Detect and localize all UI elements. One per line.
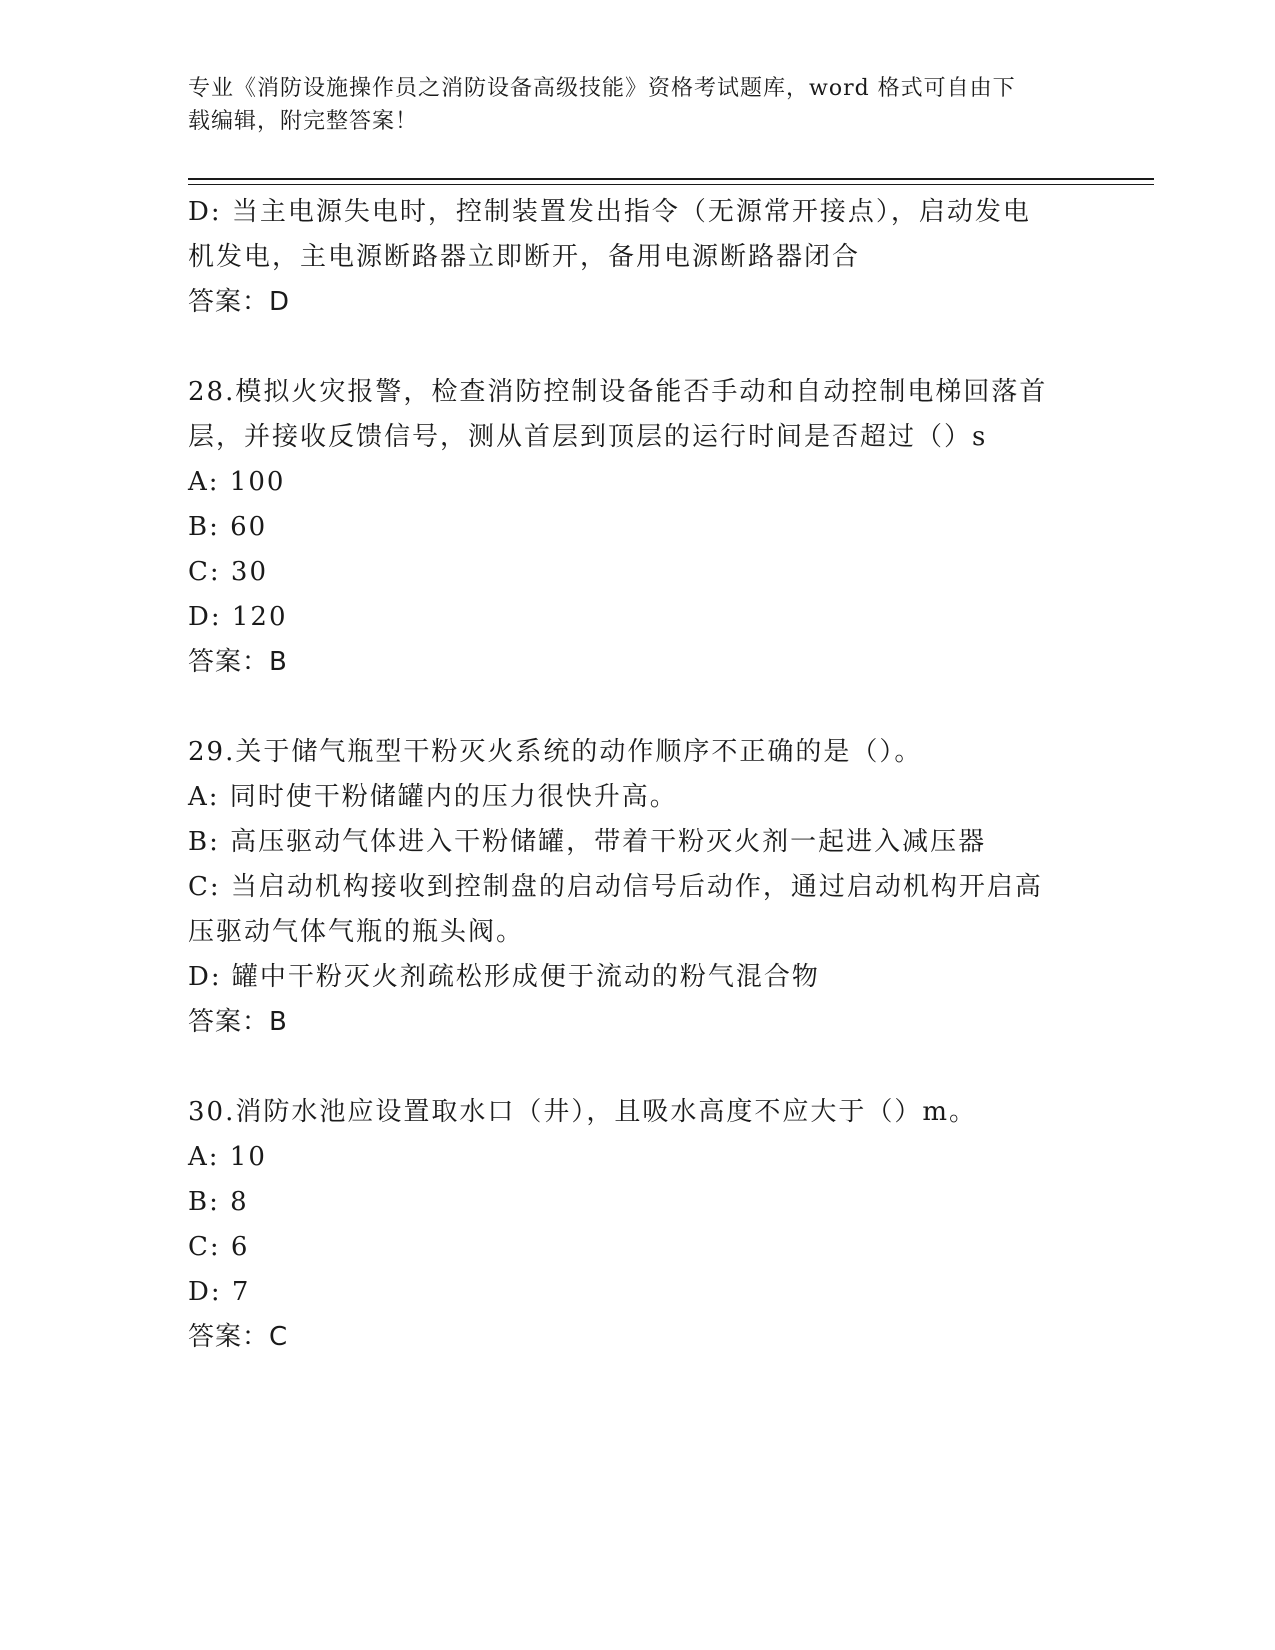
header-rule-thick [188,178,1154,180]
q30-option-c: C: 6 [188,1232,250,1262]
q28-option-c: C: 30 [188,557,269,587]
header-line-2: 载编辑，附完整答案！ [188,109,419,134]
q27-option-d-line-1: D: 当主电源失电时，控制装置发出指令（无源常开接点），启动发电 [188,197,1031,227]
q30-option-d: D: 7 [188,1277,251,1307]
header-line-1: 专业《消防设施操作员之消防设备高级技能》资格考试题库，word 格式可自由下 [188,76,1016,101]
q29-option-d: D: 罐中干粉灭火剂疏松形成便于流动的粉气混合物 [188,962,820,992]
q27-option-d-line-2: 机发电，主电源断路器立即断开，备用电源断路器闭合 [188,242,861,272]
q27-answer: 答案：D [188,287,291,317]
q29-option-b: B: 高压驱动气体进入干粉储罐，带着干粉灭火剂一起进入减压器 [188,827,987,857]
q28-stem-line-1: 28.模拟火灾报警，检查消防控制设备能否手动和自动控制电梯回落首 [188,377,1048,407]
question-27 [188,190,1088,325]
header-rule-thin [188,184,1154,185]
spacer [188,1045,1088,1090]
q30-option-b: B: 8 [188,1187,249,1217]
question-content [188,190,1088,1360]
q28-stem-line-2: 层，并接收反馈信号，测从首层到顶层的运行时间是否超过（）s [188,422,988,452]
document-header [188,72,1088,138]
q28-option-b: B: 60 [188,512,268,542]
q30-answer: 答案：C [188,1322,289,1352]
question-28 [188,370,1088,685]
q28-answer: 答案：B [188,647,288,677]
q28-option-d: D: 120 [188,602,288,632]
q29-option-c-line-2: 压驱动气体气瓶的瓶头阀。 [188,917,525,947]
spacer [188,325,1088,370]
q29-option-a: A: 同时使干粉储罐内的压力很快升高。 [188,782,678,812]
q30-option-a: A: 10 [188,1142,267,1172]
q29-stem: 29.关于储气瓶型干粉灭火系统的动作顺序不正确的是（）。 [188,737,923,767]
q28-option-a: A: 100 [188,467,286,497]
spacer [188,685,1088,730]
question-30 [188,1090,1088,1360]
question-29 [188,730,1088,1045]
q30-stem: 30.消防水池应设置取水口（井），且吸水高度不应大于（）m。 [188,1097,978,1127]
q29-option-c-line-1: C: 当启动机构接收到控制盘的启动信号后动作，通过启动机构开启高 [188,872,1043,902]
q29-answer: 答案：B [188,1007,288,1037]
